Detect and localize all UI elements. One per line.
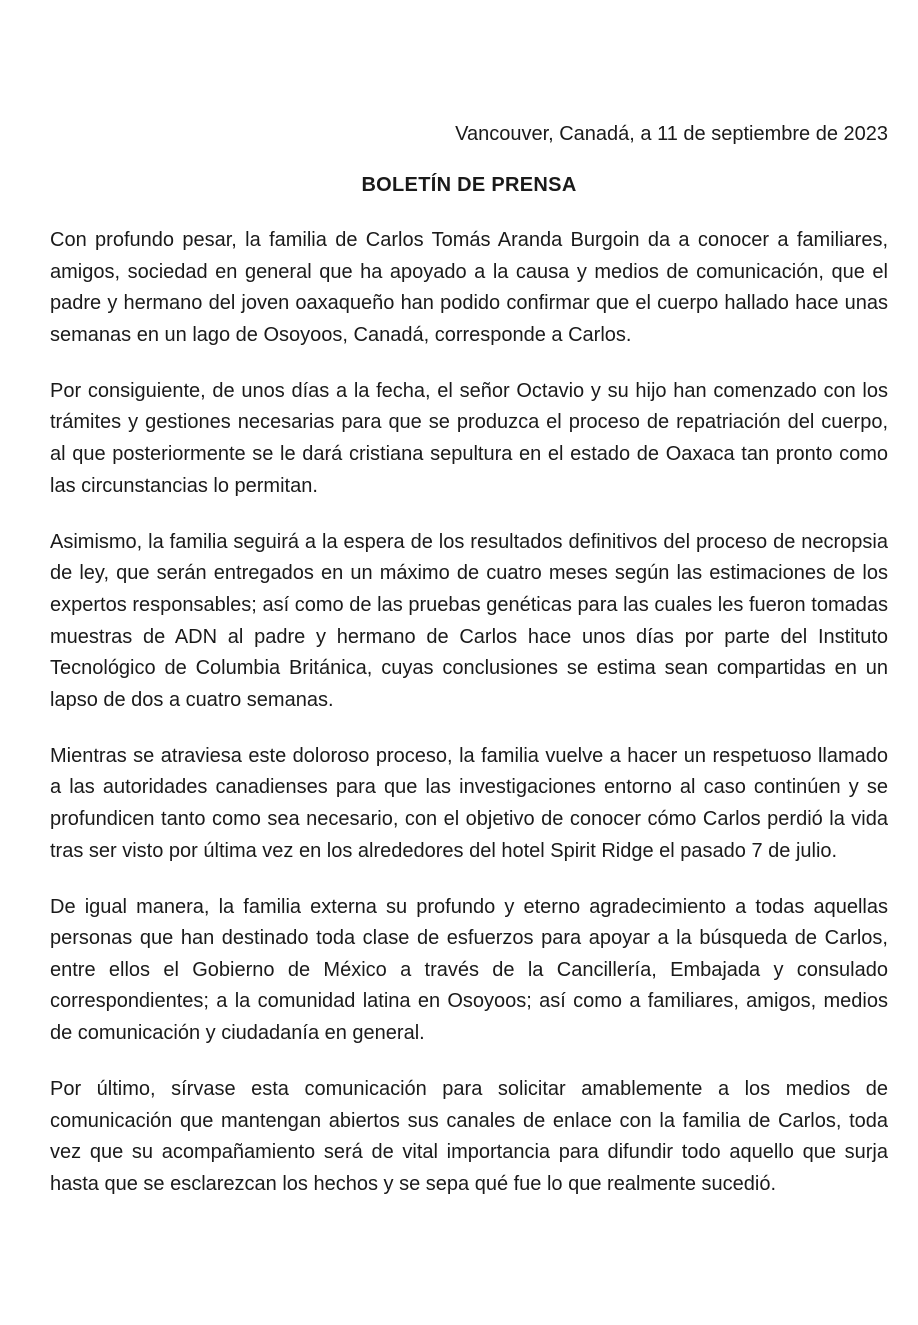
paragraph-necropsy-results: Asimismo, la familia seguirá a la espera de los resultados definitivos del proceso de necropsia de ley, que serán entregados en un máximo de cuatro meses según las estimaciones de los expertos responsables; así como de las pruebas genéticas para las cuales les fueron tomadas muestras de ADN al padre y hermano de Carlos hace unos días por parte del Instituto Tecnológico de Columbia Británica, cuyas conclusiones se estima sean compartidas en un lapso de dos a cuatro semanas. xyxy=(50,530,888,711)
place-date-line: Vancouver, Canadá, a 11 de septiembre de 2023 xyxy=(455,123,888,145)
paragraph-announcement: Con profundo pesar, la familia de Carlos Tomás Aranda Burgoin da a conocer a familiares, amigos, sociedad en general que ha apoyado a la causa y medios de comunicación, que el padre y hermano del joven oaxaqueño han podido confirmar que el cuerpo hallado hace unas semanas en un lago de Osoyoos, Canadá, corresponde a Carlos. xyxy=(50,229,888,346)
paragraph-media-request: Por último, sírvase esta comunicación para solicitar amablemente a los medios de comunicación que mantengan abiertos sus canales de enlace con la familia de Carlos, toda vez que su acompañamiento será de vital importancia para difundir todo aquello que surja hasta que se esclarezcan los hechos y se sepa qué fue lo que realmente sucedió. xyxy=(50,1078,888,1195)
paragraph-gratitude: De igual manera, la familia externa su profundo y eterno agradecimiento a todas aquellas personas que han destinado toda clase de esfuerzos para apoyar a la búsqueda de Carlos, entre ellos el Gobierno de México a través de la Cancillería, Embajada y consulado correspondientes; a la comunidad latina en Osoyoos; así como a familiares, amigos, medios de comunicación y ciudadanía en general. xyxy=(50,895,888,1045)
paragraph-repatriation: Por consiguiente, de unos días a la fecha, el señor Octavio y su hijo han comenzado con los trámites y gestiones necesarias para que se produzca el proceso de repatriación del cuerpo, al que posteriormente se le dará cristiana sepultura en el estado de Oaxaca tan pronto como las circunstancias lo permitan. xyxy=(50,379,888,497)
paragraph-call-to-authorities: Mientras se atraviesa este doloroso proceso, la familia vuelve a hacer un respetuoso llamado a las autoridades canadienses para que las investigaciones entorno al caso continúen y se profundicen tanto como sea necesario, con el objetivo de conocer cómo Carlos perdió la vida tras ser visto por última vez en los alrededores del hotel Spirit Ridge el pasado 7 de julio. xyxy=(50,744,888,862)
document-title: BOLETÍN DE PRENSA xyxy=(361,174,577,196)
document-body xyxy=(50,119,888,1225)
